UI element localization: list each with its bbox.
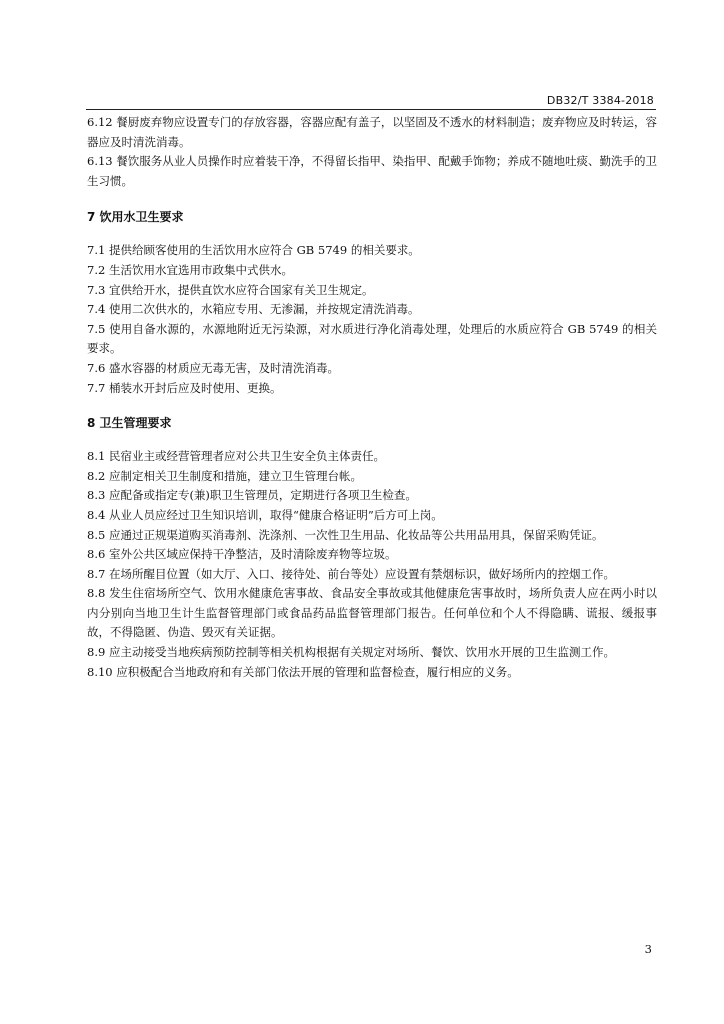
section-8-heading: 8 卫生管理要求 xyxy=(87,416,172,431)
page-number: 3 xyxy=(644,942,652,956)
page-content xyxy=(87,113,657,682)
clause-7-3: 7.3 宜供给开水，提供直饮水应符合国家有关卫生规定。 xyxy=(87,282,374,297)
standard-code: DB32/T 3384-2018 xyxy=(546,94,654,107)
clause-8-7: 8.7 在场所醒目位置（如大厅、入口、接待处、前台等处）应设置有禁烟标识，做好场所内的控烟工作。 xyxy=(87,566,615,581)
clause-7-4: 7.4 使用二次供水的，水箱应专用、无渗漏，并按规定清洗消毒。 xyxy=(87,302,420,317)
header-rule xyxy=(86,109,656,110)
clause-8-9: 8.9 应主动接受当地疾病预防控制等相关机构根据有关规定对场所、餐饮、饮用水开展的卫生监测工作。 xyxy=(87,645,615,660)
clause-7-1: 7.1 提供给顾客使用的生活饮用水应符合 GB 5749 的相关要求。 xyxy=(87,243,420,258)
clause-7-5: 7.5 使用自备水源的，水源地附近无污染源，对水质进行净化消毒处理，处理后的水质应符合 GB 5749 的相关要求。 xyxy=(87,321,657,356)
clause-8-4: 8.4 从业人员应经过卫生知识培训，取得“健康合格证明”后方可上岗。 xyxy=(87,507,443,522)
clause-8-3: 8.3 应配备或指定专(兼)职卫生管理员，定期进行各项卫生检查。 xyxy=(87,488,417,503)
clause-6-13: 6.13 餐饮服务从业人员操作时应着装干净，不得留长指甲、染指甲、配戴手饰物；养成不随地吐痰、勤洗手的卫生习惯。 xyxy=(87,154,657,188)
clause-8-8: 8.8 发生住宿场所空气、饮用水健康危害事故、食品安全事故或其他健康危害事故时，场所负责人应在两小时以内分别向当地卫生计生监督管理部门或食品药品监督管理部门报告。任何单位和个人不得隐瞒、谎报、缓报事故，不得隐匿、伪造、毁灭有关证据。 xyxy=(87,586,657,640)
section-7-heading: 7 饮用水卫生要求 xyxy=(87,210,184,225)
clause-7-6: 7.6 盛水容器的材质应无毒无害，及时清洗消毒。 xyxy=(87,360,339,375)
clause-8-5: 8.5 应通过正规渠道购买消毒剂、洗涤剂、一次性卫生用品、化妆品等公共用品用具，保留采购凭证。 xyxy=(87,527,604,542)
clause-6-12: 6.12 餐厨废弃物应设置专门的存放容器，容器应配有盖子，以坚固及不透水的材料制造；废弃物应及时转运，容器应及时清洗消毒。 xyxy=(87,115,657,149)
clause-8-2: 8.2 应制定相关卫生制度和措施，建立卫生管理台帐。 xyxy=(87,468,362,483)
clause-8-10: 8.10 应积极配合当地政府和有关部门依法开展的管理和监督检查，履行相应的义务。 xyxy=(87,664,519,679)
clause-7-2: 7.2 生活饮用水宜选用市政集中式供水。 xyxy=(87,262,293,277)
clause-7-7: 7.7 桶装水开封后应及时使用、更换。 xyxy=(87,380,282,395)
clause-8-1: 8.1 民宿业主或经营管理者应对公共卫生安全负主体责任。 xyxy=(87,449,385,464)
clause-8-6: 8.6 室外公共区域应保持干净整洁，及时清除废弃物等垃圾。 xyxy=(87,547,397,562)
